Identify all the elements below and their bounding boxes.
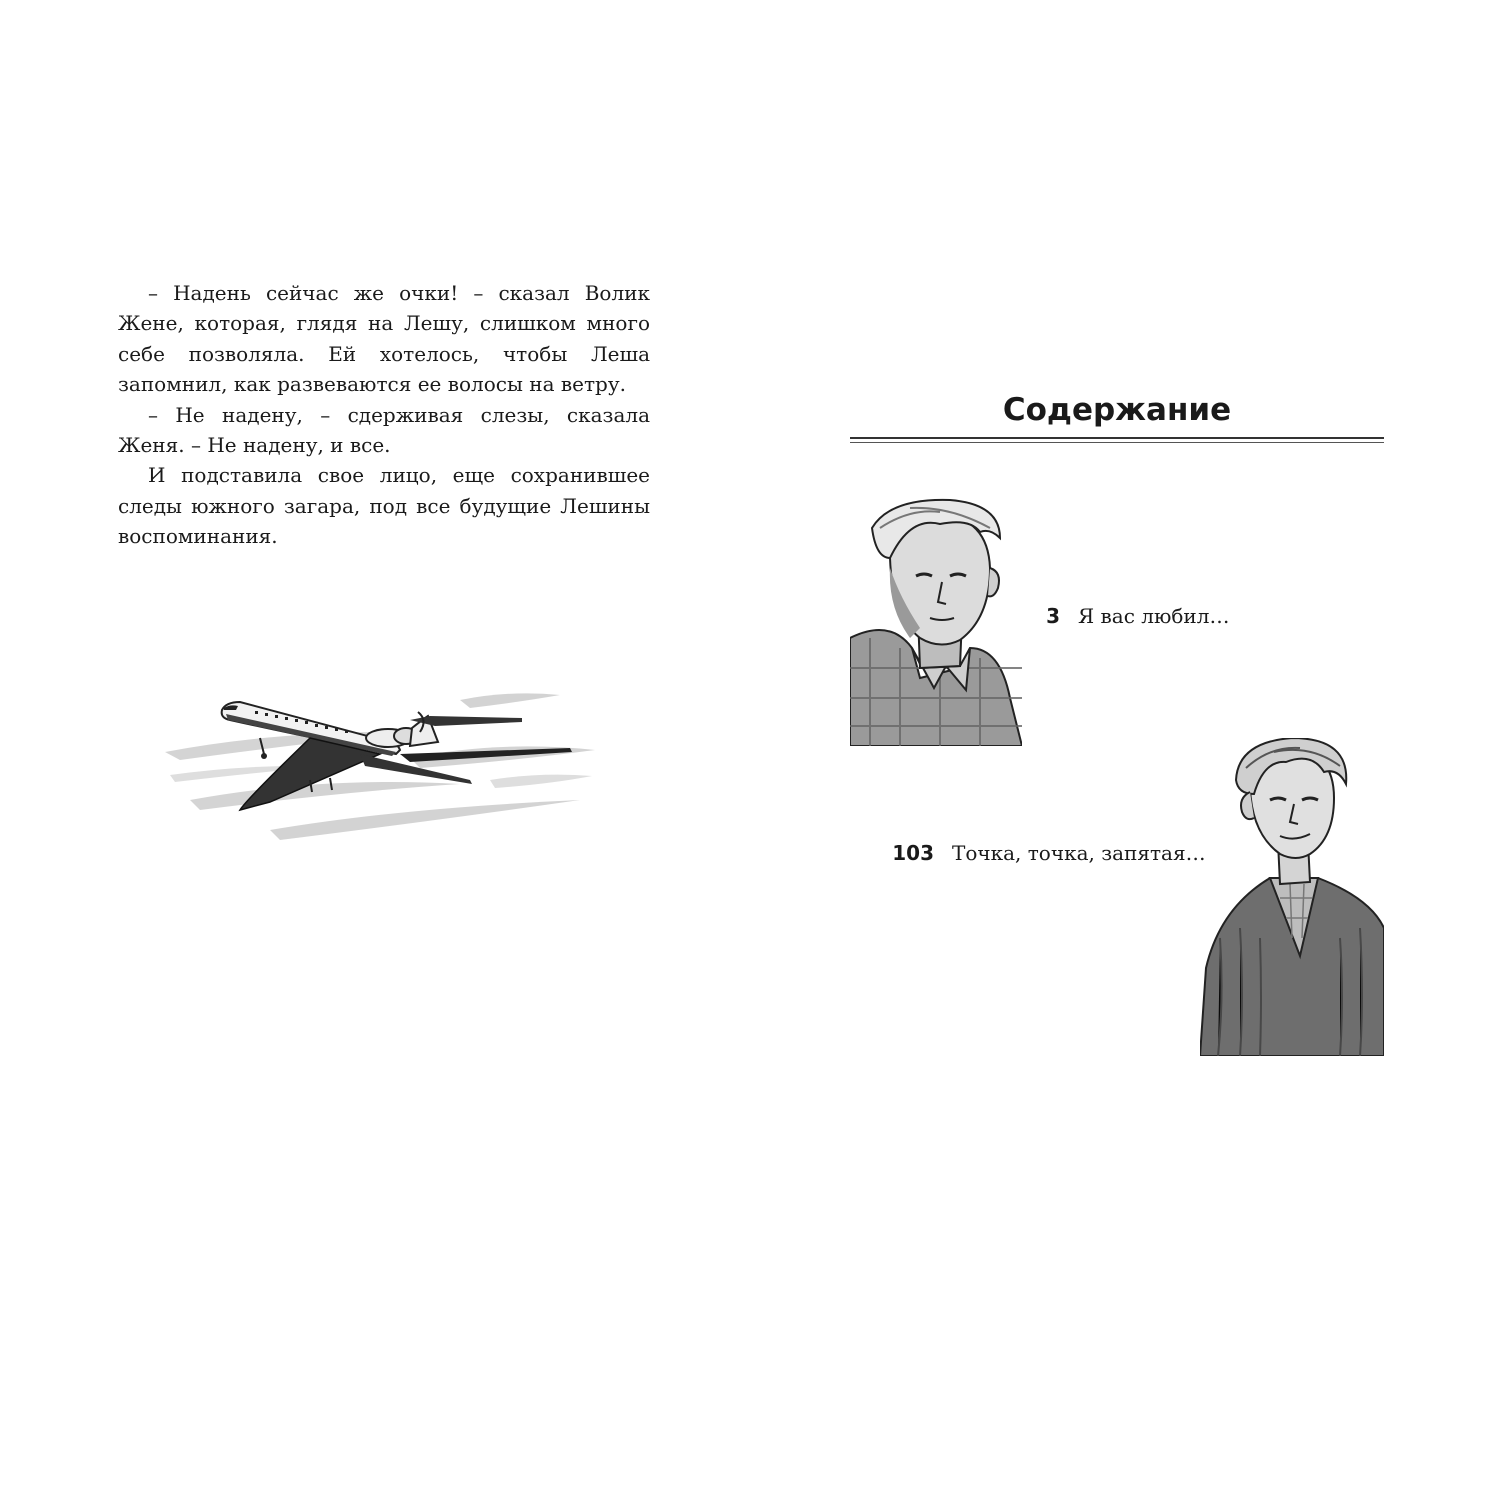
paragraph: И подставила свое лицо, еще сохранившее следы южного загара, под все будущие Лешины воспоминания. [118,463,650,549]
paragraph: – Надень сейчас же очки! – сказал Волик Жене, которая, глядя на Лешу, слишком много себе позволяла. Ей хотелось, чтобы Леша запомнил, как развеваются ее волосы на ветру. [118,281,650,397]
airplane-illustration [160,680,600,860]
toc-title: Точка, точка, запятая… [952,841,1206,865]
right-page [750,0,1500,1500]
contents-heading: Содержание [1002,392,1232,428]
boy-portrait-plaid-shirt [850,498,1022,746]
toc-title: Я вас любил… [1078,604,1230,628]
toc-page-number: 103 [892,841,934,865]
toc-entry[interactable] [1022,604,1229,628]
toc-entry[interactable] [888,841,1206,865]
paragraph: – Не надену, – сдерживая слезы, сказала Женя. – Не надену, и все. [118,402,650,458]
heading-rule [850,437,1384,443]
toc-page-number: 3 [1046,604,1060,628]
story-text [118,278,650,552]
boy-portrait-sweater [1200,738,1384,1056]
